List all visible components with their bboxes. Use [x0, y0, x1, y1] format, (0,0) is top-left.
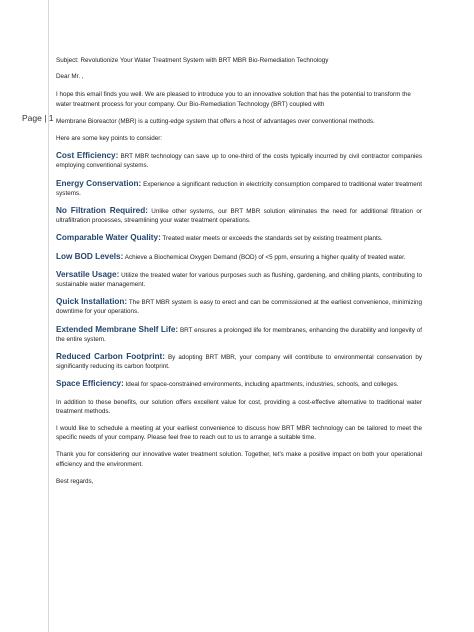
key-point-text: Ideal for space-constrained environments, including apartments, industries, schools, and colleges. — [123, 381, 399, 389]
key-point-title: Comparable Water Quality: — [56, 233, 161, 243]
thank-you-paragraph: Thank you for considering our innovative water treatment solution. Together, let's make a positive impact on both your operational efficiency and the environment. — [56, 451, 422, 468]
key-points-intro: Here are some key points to consider: — [56, 135, 163, 143]
key-point-title: No Filtration Required: — [56, 206, 148, 216]
intro-text-part1: I hope this email finds you well. We are pleased to introduce you to an innovative solution that has the potential to transform the water treatment process for your company. Our Bio-Remediation Technology (BRT) coupled with — [56, 91, 411, 108]
page-number-label: Page | 1 — [22, 113, 54, 123]
key-point-text: BRT MBR technology can save up to one-third of the costs typically incurred by civil contractor companies employing conventional systems. — [56, 153, 422, 170]
letter-body — [56, 56, 422, 494]
key-point-text: Experience a significant reduction in electricity consumption compared to traditional water treatment systems. — [56, 180, 422, 197]
key-point-text: Utilize the treated water for various purposes such as flushing, gardening, and chilling plants, contributing to sustainable water management. — [56, 271, 422, 289]
key-point-title: Space Efficiency: — [56, 379, 124, 389]
key-point — [56, 179, 422, 198]
subject-line: Subject: Revolutionize Your Water Treatment System with BRT MBR Bio-Remediation Technology — [56, 57, 329, 64]
greeting: Dear Mr. , — [56, 73, 84, 81]
key-point — [56, 325, 422, 344]
key-point-text: Treated water meets or exceeds the standards set by existing treatment plants. — [160, 235, 383, 243]
benefits-summary-paragraph: In addition to these benefits, our solution offers excellent value for cost, providing a cost-effective alternative to traditional water treatment methods. — [56, 398, 422, 415]
key-point-text: Unlike other systems, our BRT MBR solution eliminates the need for additional filtration or ultrafiltration processes, streamlining your water treatment operations. — [56, 208, 422, 225]
key-point — [56, 297, 422, 316]
key-point-title: Quick Installation: — [56, 297, 128, 307]
key-point — [56, 352, 422, 371]
key-point — [56, 233, 422, 243]
intro-paragraph-continued: Membrane Bioreactor (MBR) is a cutting-edge system that offers a host of advantages over conventional methods. — [56, 117, 375, 125]
key-point-text: BRT ensures a prolonged life for membranes, enhancing the durability and longevity of the entire system. — [56, 326, 422, 343]
key-point-text: By adopting BRT MBR, your company will contribute to environmental conservation by significantly reducing its carbon footprint. — [56, 354, 422, 371]
key-point-title: Energy Conservation: — [56, 178, 142, 188]
key-point-text: Achieve a Biochemical Oxygen Demand (BOD) of <5 ppm, ensuring a higher quality of treated water. — [123, 253, 406, 261]
intro-paragraph — [56, 90, 422, 108]
key-point-title: Low BOD Levels: — [56, 251, 124, 261]
key-point — [56, 379, 422, 389]
key-point-text: The BRT MBR system is easy to erect and can be commissioned at the earliest convenience, minimizing downtime for your operations. — [56, 299, 422, 316]
key-point-title: Versatile Usage: — [56, 269, 120, 279]
key-point-title: Cost Efficiency: — [56, 151, 119, 161]
key-point-title: Reduced Carbon Footprint: — [56, 352, 165, 362]
key-point-title: Extended Membrane Shelf Life: — [56, 324, 179, 334]
page-margin-rule — [48, 0, 49, 632]
closing: Best regards, — [56, 477, 94, 485]
key-point — [56, 206, 422, 225]
key-point — [56, 252, 422, 262]
key-point — [56, 151, 422, 170]
meeting-request-paragraph: I would like to schedule a meeting at your earliest convenience to discuss how BRT MBR technology can be tailored to meet the specific needs of your company. Please feel free to reach out to us to arrange a suitable time. — [56, 425, 422, 442]
key-point — [56, 270, 422, 289]
